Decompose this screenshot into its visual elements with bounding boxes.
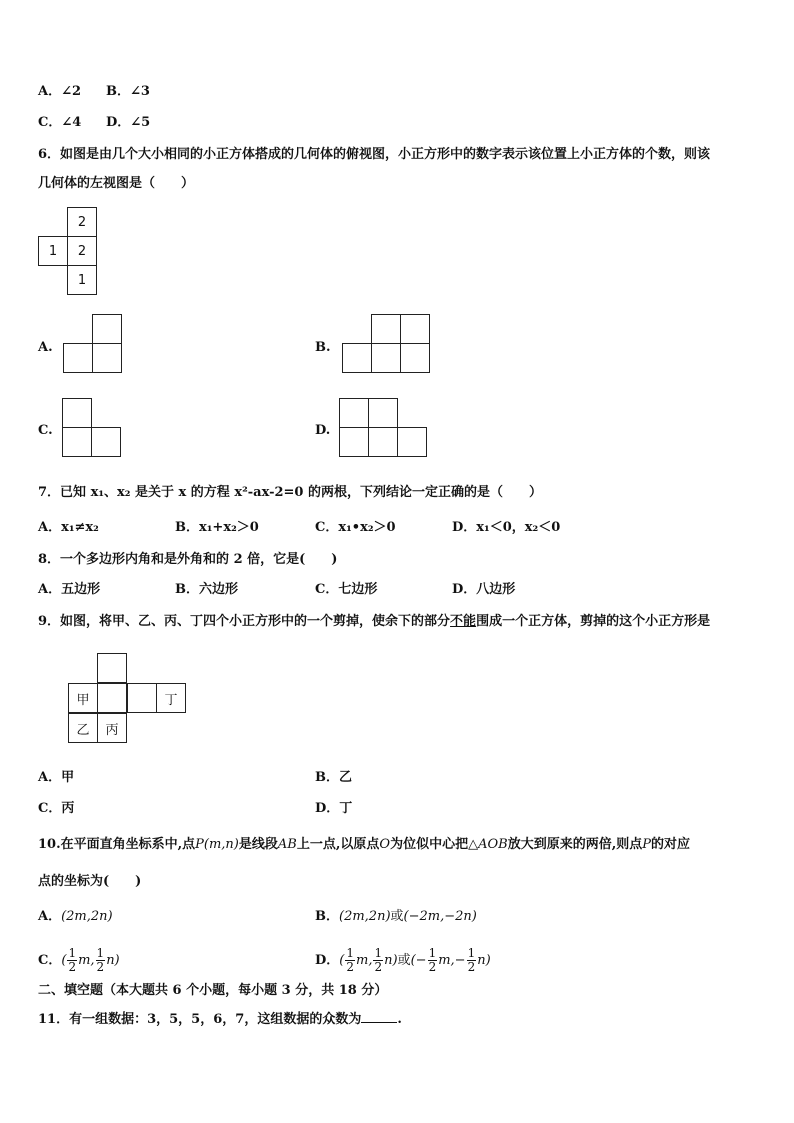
numerator: 1: [428, 946, 437, 960]
fraction-half: [67, 947, 77, 974]
q10-option-a: [38, 909, 113, 925]
top-view-cell: 1: [38, 236, 68, 266]
paren: (: [61, 953, 67, 968]
q6-option-d-label: D.: [315, 423, 331, 438]
q8-option-c: C．七边形: [315, 582, 378, 597]
fraction-half: [428, 947, 438, 974]
q9-stem-part2: 围成一个正方体，剪掉的这个小正方形是: [476, 614, 711, 629]
q9-stem-underlined: 不能: [450, 614, 477, 629]
paren: (: [410, 953, 416, 968]
q10-triangle: △AOB: [468, 837, 508, 852]
q10-option-c: [38, 944, 120, 978]
q7-stem: 7．已知 x₁、x₂ 是关于 x 的方程 x²-ax-2=0 的两根，下列结论一定正确的是（ ）: [38, 485, 543, 500]
net-cell-bing: 丙: [97, 713, 127, 743]
var-m: m,−: [438, 953, 466, 968]
numerator: 1: [374, 946, 383, 960]
net-cell-ding: 丁: [156, 683, 186, 713]
q7-option-c: C．x₁•x₂＞0: [315, 520, 396, 535]
numerator: 1: [96, 946, 105, 960]
option-label: D．: [315, 953, 340, 968]
numerator: 1: [467, 946, 476, 960]
numerator: 1: [68, 946, 77, 960]
q10-text: 的对应: [650, 837, 690, 852]
view-cell: [92, 314, 122, 344]
q10-stem-line1: [38, 837, 690, 853]
q6-stem-line2: 几何体的左视图是（ ）: [38, 176, 195, 191]
q10-point-p2: P: [642, 837, 651, 852]
net-cell: [127, 683, 157, 713]
denominator: 2: [96, 960, 105, 974]
view-cell: [339, 427, 369, 457]
q10-text: 为位似中心把: [390, 837, 469, 852]
q6-option-a-label: A.: [38, 340, 53, 355]
q10-text: 上一点,以原点: [296, 837, 380, 852]
view-cell: [368, 398, 398, 428]
q7-option-a: A．x₁≠x₂: [38, 520, 99, 535]
view-cell: [400, 314, 430, 344]
fraction-half: [373, 947, 383, 974]
var-n: n): [477, 953, 491, 968]
q5-option-a: A．∠2: [38, 84, 82, 99]
view-cell: [339, 398, 369, 428]
q10-segment-ab: AB: [277, 837, 297, 852]
answer-blank[interactable]: [361, 1010, 397, 1023]
view-cell: [92, 343, 122, 373]
q6-stem-line1: 6．如图是由几个大小相同的小正方体搭成的几何体的俯视图，小正方形中的数字表示该位置上小正方体的个数，则该: [38, 147, 711, 162]
q6-option-b-label: B.: [315, 340, 331, 355]
fraction-half: [345, 947, 355, 974]
denominator: 2: [346, 960, 354, 974]
top-view-cell: 2: [67, 207, 97, 237]
var-n: n): [384, 953, 398, 968]
view-cell: [400, 343, 430, 373]
section-heading: 二、填空题（本大题共 6 个小题，每小题 3 分，共 18 分）: [38, 983, 388, 998]
numerator: 1: [346, 946, 354, 960]
option-label: A．: [38, 909, 62, 924]
q10-text: 是线段: [238, 837, 278, 852]
q9-option-b: B．乙: [315, 770, 352, 785]
view-cell: [342, 343, 372, 373]
view-cell: [397, 427, 427, 457]
q11-text: 11．有一组数据：3，5，5，6，7，这组数据的众数为: [38, 1012, 362, 1027]
net-cell: [97, 683, 127, 713]
q10-option-b: [315, 909, 477, 925]
q9-option-d: D．丁: [315, 801, 353, 816]
q7-option-b: B．x₁+x₂＞0: [175, 520, 259, 535]
q10-origin-o: O: [379, 837, 391, 852]
q8-option-b: B．六边形: [175, 582, 238, 597]
option-label: B．: [315, 909, 339, 924]
view-cell: [371, 343, 401, 373]
option-value: (−2m,−2n): [403, 909, 477, 924]
var-m: m,: [78, 953, 95, 968]
fraction-half: [467, 947, 477, 974]
net-cell-yi: 乙: [68, 713, 98, 743]
var-m: m,: [356, 953, 373, 968]
denominator: 2: [467, 960, 476, 974]
denominator: 2: [428, 960, 437, 974]
view-cell: [62, 398, 92, 428]
q11-stem: [38, 1010, 402, 1028]
view-cell: [63, 343, 93, 373]
q9-stem-part1: 9．如图，将甲、乙、丙、丁四个小正方形中的一个剪掉，使余下的部分: [38, 614, 451, 629]
view-cell: [62, 427, 92, 457]
q5-option-c: C．∠4: [38, 115, 82, 130]
q11-end: .: [397, 1012, 402, 1027]
q8-option-a: A．五边形: [38, 582, 101, 597]
denominator: 2: [374, 960, 383, 974]
q5-option-b: B．∠3: [106, 84, 150, 99]
top-view-cell: 2: [67, 236, 97, 266]
view-cell: [91, 427, 121, 457]
q6-option-c-label: C.: [38, 423, 53, 438]
q10-text: 放大到原来的两倍,则点: [507, 837, 643, 852]
net-cell: [97, 653, 127, 683]
q10-stem-line2: 点的坐标为( ): [38, 874, 142, 889]
q9-stem: [38, 614, 710, 630]
q10-text: 10.在平面直角坐标系中,点: [38, 837, 196, 852]
option-value: (2m,2n): [61, 909, 113, 924]
q10-point-p: P(m,n): [195, 837, 239, 852]
option-label: C．: [38, 953, 62, 968]
q5-option-d: D．∠5: [106, 115, 151, 130]
var-n: n): [106, 953, 120, 968]
net-cell-jia: 甲: [68, 683, 98, 713]
q8-option-d: D．八边形: [452, 582, 516, 597]
q8-stem: 8．一个多边形内角和是外角和的 2 倍，它是( ): [38, 552, 338, 567]
view-cell: [368, 427, 398, 457]
option-or: 或: [390, 909, 404, 924]
q7-option-d: D．x₁＜0，x₂＜0: [452, 520, 561, 535]
denominator: 2: [68, 960, 77, 974]
option-or: 或: [397, 953, 411, 968]
view-cell: [371, 314, 401, 344]
q10-option-d: [315, 944, 491, 978]
option-value: (2m,2n): [339, 909, 391, 924]
q9-option-c: C．丙: [38, 801, 75, 816]
q9-option-a: A．甲: [38, 770, 75, 785]
fraction-half: [96, 947, 106, 974]
minus-sign: −: [415, 953, 427, 968]
paren: (: [339, 953, 345, 968]
top-view-cell: 1: [67, 265, 97, 295]
